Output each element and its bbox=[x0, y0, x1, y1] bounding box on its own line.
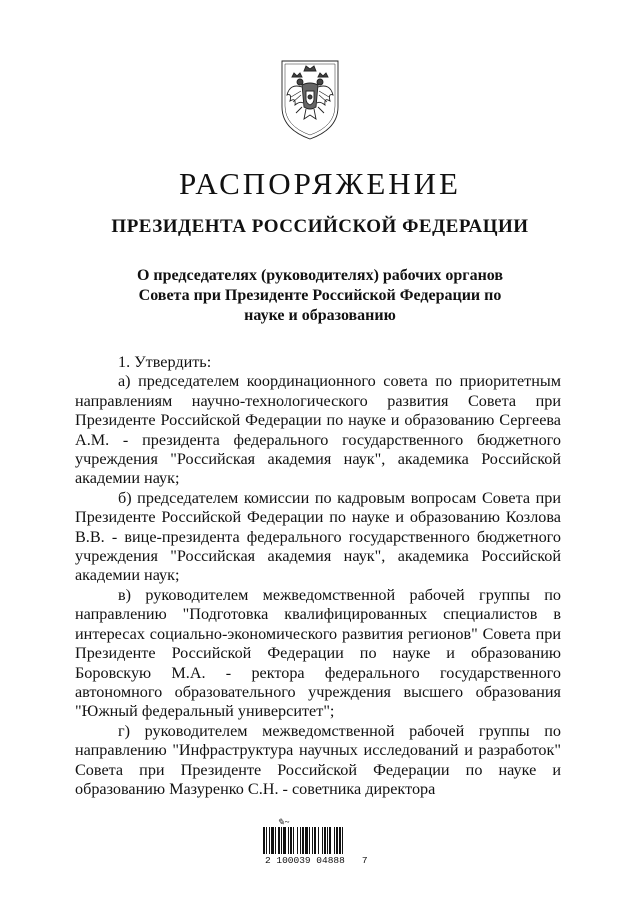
barcode-bar bbox=[275, 827, 276, 854]
clause-d bbox=[75, 722, 561, 800]
document-heading bbox=[0, 266, 640, 326]
barcode-bar bbox=[269, 827, 270, 854]
barcode-bar bbox=[288, 827, 289, 854]
barcode-bar bbox=[263, 827, 265, 854]
barcode-bar bbox=[318, 827, 319, 854]
barcode-bars bbox=[263, 827, 381, 854]
barcode-bar bbox=[266, 827, 267, 854]
clause-b bbox=[75, 489, 561, 586]
barcode-bar bbox=[322, 827, 323, 854]
document-issuer: ПРЕЗИДЕНТА РОССИЙСКОЙ ФЕДЕРАЦИИ bbox=[111, 216, 529, 237]
barcode-bar bbox=[339, 827, 341, 854]
clause-text: а) председателем координационного совета по приоритетным направлениям научно-технологического развития Совета при Президенте Российской Федерации по науке и образованию Сергеева А.М. - президента федерального государственного бюджетного учреждения "Российская академия наук", академика Российской академии наук; bbox=[75, 372, 561, 488]
document-body bbox=[75, 353, 561, 799]
barcode-bar bbox=[293, 827, 294, 854]
barcode-bar bbox=[300, 827, 301, 854]
barcode-bar bbox=[278, 827, 280, 854]
barcode-bar bbox=[314, 827, 316, 854]
clause-text: в) руководителем межведомственной рабочей группы по направлению "Подготовка квалифицированных специалистов в интересах социально-экономического развития регионов" Совета при Президенте Российской Федерации по науке и образованию Боровскую М.А. - ректора федерального государственного автономного образовательного учреждения высшего образования "Южный федеральный университет"; bbox=[75, 585, 561, 721]
heading-line: О председателях (руководителях) рабочих органов bbox=[136, 267, 504, 284]
barcode-bar bbox=[342, 827, 343, 854]
barcode-bar bbox=[336, 827, 338, 854]
barcode-bar bbox=[302, 827, 304, 854]
heading-line: науке и образованию bbox=[244, 307, 396, 324]
barcode-bar bbox=[271, 827, 274, 854]
barcode-bar bbox=[334, 827, 335, 854]
barcode-bar bbox=[297, 827, 298, 854]
clause-c bbox=[75, 586, 561, 722]
clause-a bbox=[75, 372, 561, 488]
barcode-bar bbox=[312, 827, 313, 854]
clause-lead: 1. Утвердить: bbox=[118, 353, 212, 371]
barcode-bar bbox=[327, 827, 328, 854]
barcode bbox=[257, 817, 387, 869]
barcode-bar bbox=[283, 827, 286, 854]
handwritten-mark-icon: ✎~ bbox=[277, 817, 290, 827]
barcode-bar bbox=[329, 827, 331, 854]
barcode-bar bbox=[290, 827, 292, 854]
coat-of-arms-icon bbox=[278, 55, 342, 141]
barcode-bar bbox=[305, 827, 308, 854]
clause-text: г) руководителем межведомственной рабочей группы по направлению "Инфраструктура научных исследований и разработок" Совета при Президенте Российской Федерации по науке и образованию Мазуренко С.Н. - советника директора bbox=[75, 721, 561, 798]
barcode-bar bbox=[324, 827, 326, 854]
clause-text: б) председателем комиссии по кадровым вопросам Совета при Президенте Российской Федерации по науке и образованию Козлова В.В. - вице-президента федерального государственного бюджетного учреждения "Российская академия наук", академика Российской академии наук; bbox=[75, 488, 561, 585]
document-title: РАСПОРЯЖЕНИЕ bbox=[179, 166, 461, 201]
barcode-number: 2 100039 04888 7 bbox=[265, 855, 368, 866]
barcode-bar bbox=[309, 827, 310, 854]
barcode-bar bbox=[281, 827, 282, 854]
heading-line: Совета при Президенте Российской Федерации по bbox=[138, 287, 502, 304]
